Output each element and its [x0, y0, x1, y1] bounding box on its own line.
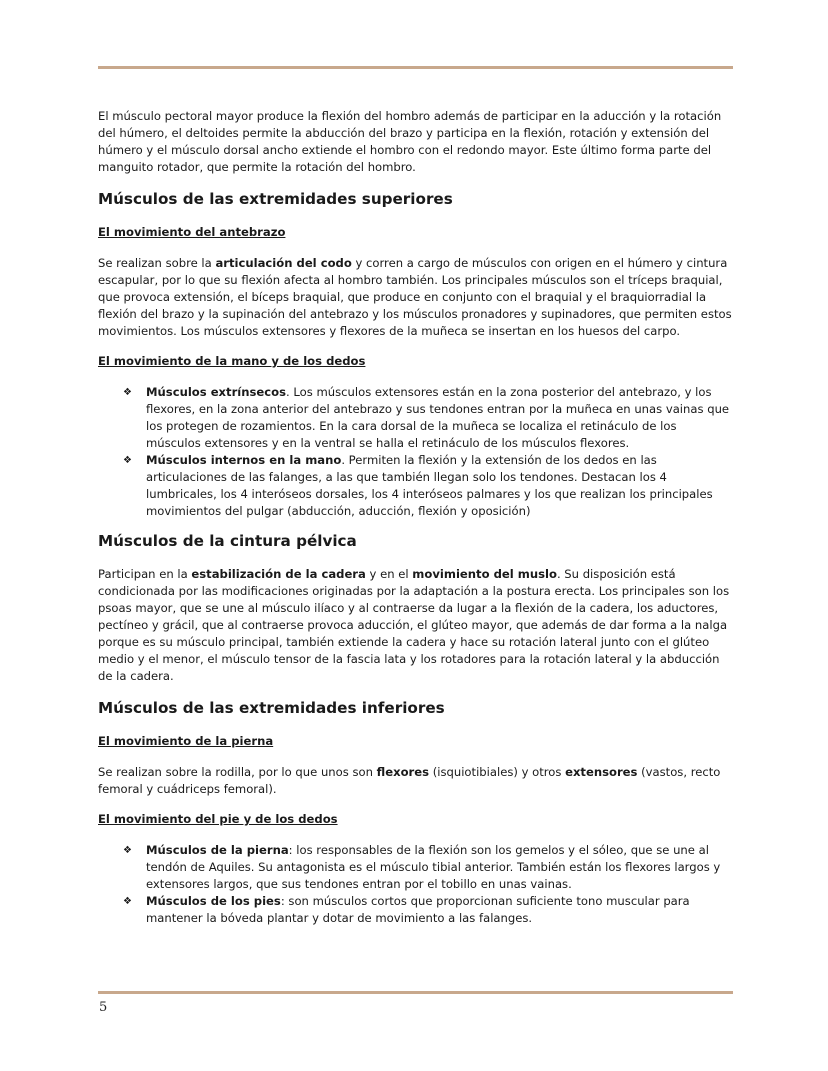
- page-number: 5: [99, 1000, 108, 1015]
- foot-bullet-list: [98, 842, 733, 927]
- pelvic-paragraph: Participan en la estabilización de la cadera y en el movimiento del muslo. Su disposición está condicionada por las modificaciones originadas por la adaptación a la postura erecta. Los principales son los psoas mayor, que se une al músculo ilíaco y al contraerse da lugar a la flexión de la cadera, los aductores, pectíneo y grácil, que al contraerse provoca aducción, el glúteo mayor, que además de dar forma a la nalga porque es su músculo principal, también extiende la cadera y hace su rotación lateral junto con el glúteo medio y el menor, el músculo tensor de la fascia lata y los rotadores para la rotación lateral y la abducción de la cadera.: [98, 567, 730, 683]
- section-heading-pelvic-girdle: Músculos de la cintura pélvica: [98, 532, 357, 550]
- footer-divider: [98, 991, 733, 994]
- diamond-bullet-icon: ❖: [123, 455, 132, 466]
- diamond-bullet-icon: ❖: [123, 896, 132, 907]
- intro-paragraph: El músculo pectoral mayor produce la flexión del hombro además de participar en la aducción y la rotación del húmero, el deltoides permite la abducción del brazo y participa en la flexión, rotación y extensión del húmero y el músculo dorsal ancho extiende el hombro con el redondo mayor. Este último forma parte del manguito rotador, que permite la rotación del hombro.: [98, 109, 722, 174]
- section-heading-upper-limbs: Músculos de las extremidades superiores: [98, 190, 453, 208]
- subheading-foot-toes: El movimiento del pie y de los dedos: [98, 812, 338, 826]
- list-item: ❖ Músculos internos en la mano. Permiten la flexión y la extensión de los dedos en las articulaciones de las falanges, a las que también llegan solo los tendones. Destacan los 4 lumbricales, los 4 interóseos dorsales, los 4 interóseos palmares y los que realizan los principales movimientos del pulgar (abducción, aducción, flexión y oposición): [123, 453, 713, 518]
- subheading-leg: El movimiento de la pierna: [98, 734, 274, 748]
- page-content: [98, 108, 733, 938]
- diamond-bullet-icon: ❖: [123, 387, 132, 398]
- subheading-forearm: El movimiento del antebrazo: [98, 225, 286, 239]
- list-item: ❖ Músculos de los pies: son músculos cortos que proporcionan suficiente tono muscular para mantener la bóveda plantar y dotar de movimiento a las falanges.: [123, 894, 690, 925]
- header-divider: [98, 66, 733, 69]
- leg-paragraph: Se realizan sobre la rodilla, por lo que unos son flexores (isquiotibiales) y otros extensores (vastos, recto femoral y cuádriceps femoral).: [98, 765, 721, 796]
- list-item: ❖ Músculos de la pierna: los responsables de la flexión son los gemelos y el sóleo, que se une al tendón de Aquiles. Su antagonista es el músculo tibial anterior. También están los flexores largos y extensores largos, que sus tendones entran por el tobillo en unas vainas.: [123, 843, 721, 891]
- forearm-paragraph: Se realizan sobre la articulación del codo y corren a cargo de músculos con origen en el húmero y cintura escapular, por lo que su flexión afecta al hombro también. Los principales músculos son el tríceps braquial, que provoca extensión, el bíceps braquial, que produce en conjunto con el braquial y el braquiorradial la flexión del brazo y la supinación del antebrazo y los músculos pronadores y supinadores, que permiten estos movimientos. Los músculos extensores y flexores de la muñeca se insertan en los huesos del carpo.: [98, 256, 732, 338]
- subheading-hand-fingers: El movimiento de la mano y de los dedos: [98, 354, 366, 368]
- diamond-bullet-icon: ❖: [123, 845, 132, 856]
- list-item: ❖ Músculos extrínsecos. Los músculos extensores están en la zona posterior del antebrazo, y los flexores, en la zona anterior del antebrazo y sus tendones entran por la muñeca en unas vainas que los protegen de rozamientos. En la cara dorsal de la muñeca se localiza el retináculo de los músculos extensores y en la ventral se halla el retináculo de los músculos flexores.: [123, 385, 730, 450]
- section-heading-lower-limbs: Músculos de las extremidades inferiores: [98, 699, 445, 717]
- hand-bullet-list: [98, 384, 733, 520]
